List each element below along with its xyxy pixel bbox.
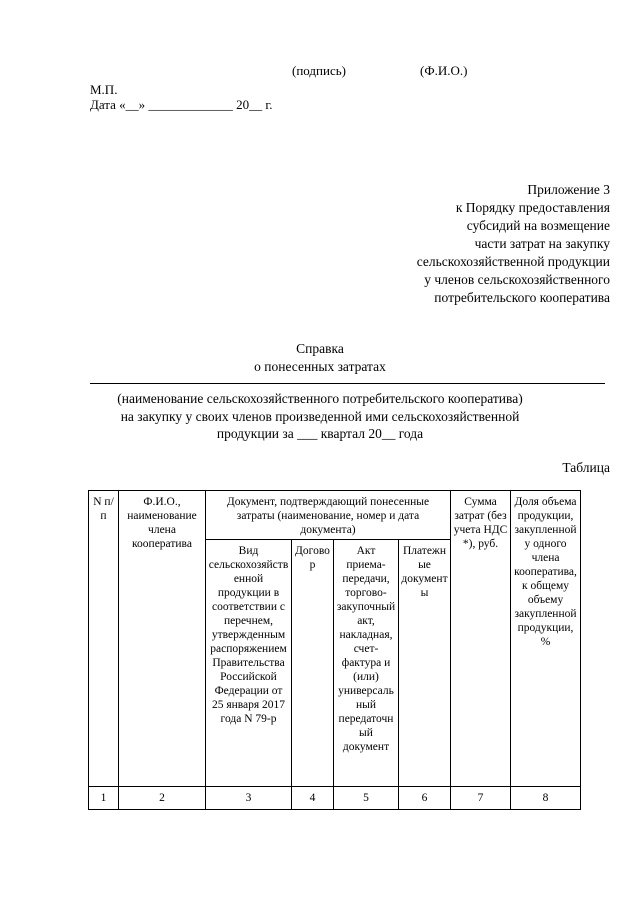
header-cell-member: Ф.И.О., наименование члена кооператива [119,491,206,787]
appendix-line: у членов сельскохозяйственного [424,272,610,287]
column-number: 3 [206,787,292,810]
column-number: 8 [511,787,581,810]
fio-caption: (Ф.И.О.) [420,63,468,78]
appendix-line: субсидий на возмещение [466,218,610,233]
column-number: 1 [89,787,119,810]
document-title: Справка [296,341,344,356]
appendix-line: части затрат на закупку [474,236,610,251]
coop-name-caption: (наименование сельскохозяйственного потребительского кооператива) [117,391,523,406]
subheader-cell-product-type: Вид сельскохозяйственной продукции в соответствии с перечнем, утвержденным распоряжением Правительства Российской Федерации от 25 января 2017 года N 79-р [206,540,292,787]
date-line: Дата «__» _____________ 20__ г. [90,97,273,112]
subheader-cell-contract: Договор [292,540,334,787]
appendix-line: к Порядку предоставления [455,200,610,215]
column-number: 5 [334,787,399,810]
appendix-block [417,181,610,307]
column-number: 2 [119,787,206,810]
header-cell-sum: Сумма затрат (без учета НДС *), руб. [451,491,511,787]
appendix-line: сельскохозяйственной продукции [416,254,610,269]
costs-table [88,490,581,810]
column-number: 6 [399,787,451,810]
subheader-cell-payment-docs: Платежные документы [399,540,451,787]
period-description: продукции за ___ квартал 20__ года [216,426,424,441]
coop-name-line [90,383,605,384]
header-cell-share: Доля объема продукции, закупленной у одного члена кооператива, к общему объему закупленной продукции, % [511,491,581,787]
column-number: 7 [451,787,511,810]
table-label: Таблица [562,460,610,475]
header-cell-document-group: Документ, подтверждающий понесенные затраты (наименование, номер и дата документа) [206,491,451,540]
appendix-line: потребительского кооператива [434,290,610,305]
column-number: 4 [292,787,334,810]
signature-caption: (подпись) [292,63,346,78]
table-header-row [89,491,581,540]
stamp-label: М.П. [90,82,118,97]
document-subtitle: о понесенных затратах [254,359,386,374]
purchase-description: на закупку у своих членов произведенной ими сельскохозяйственной [120,409,520,424]
subheader-cell-acceptance-act: Акт приема-передачи, торгово-закупочный акт, накладная, счет-фактура и (или) универсальный передаточный документ [334,540,399,787]
header-cell-number: N п/п [89,491,119,787]
table-number-row [89,787,581,810]
appendix-line: Приложение 3 [527,182,610,197]
